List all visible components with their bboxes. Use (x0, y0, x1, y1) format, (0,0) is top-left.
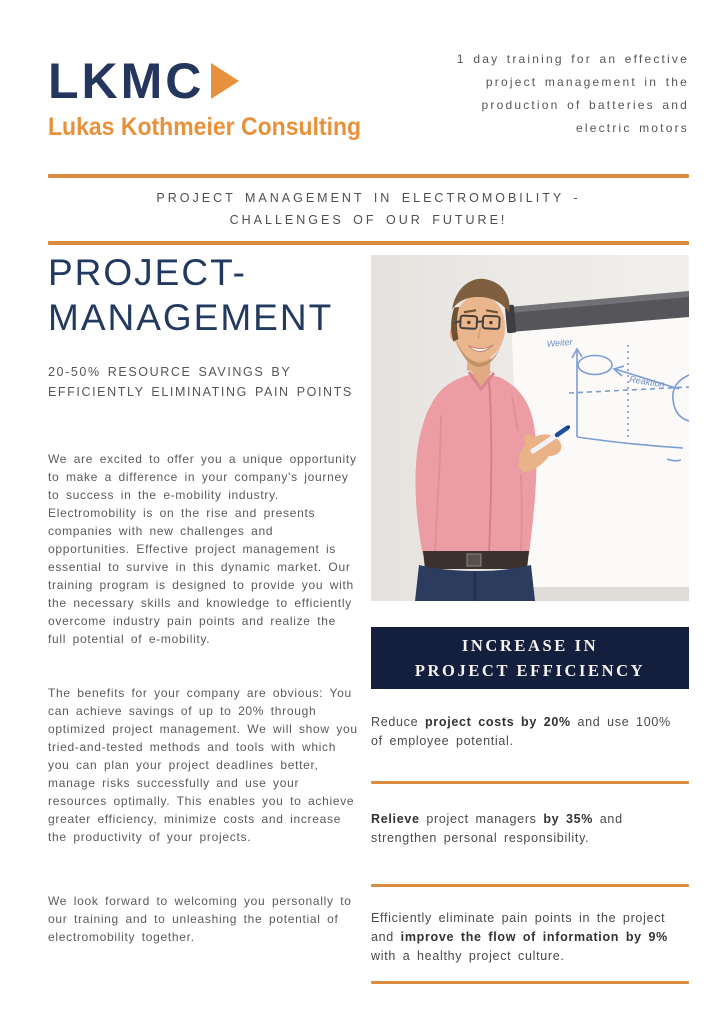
banner-title-line: PROJECT MANAGEMENT IN ELECTROMOBILITY - (156, 191, 581, 205)
page-title (48, 250, 360, 340)
efficiency-banner: INCREASE IN PROJECT EFFICIENCY (371, 627, 689, 689)
banner-rule-bottom (48, 241, 689, 245)
trainer-photo (371, 255, 689, 601)
intro-paragraphs (48, 450, 360, 648)
banner-title-line: CHALLENGES OF OUR FUTURE! (229, 213, 508, 227)
page-subtitle-line: 20-50% RESOURCE SAVINGS BY (48, 365, 292, 379)
logo-subtitle: Lukas Kothmeier Consulting (48, 113, 362, 141)
right-column (371, 255, 689, 984)
logo-wordmark: LKMC (48, 53, 205, 109)
page-title-line: PROJECT- (48, 252, 247, 293)
paragraph: We are excited to offer you a unique opportunity to make a difference in your company's journey to success in the e-mobility industry. (48, 452, 357, 502)
page-subtitle (48, 362, 360, 402)
tagline-line: electric motors (575, 121, 689, 135)
banner-title (48, 178, 689, 241)
benefit-item-costs: Reduce project costs by 20% and use 100% of employee potential. (371, 715, 671, 748)
board-word-reaktion: Reaktion (628, 374, 666, 390)
closing-paragraph (48, 892, 360, 946)
board-word-weiter: Weiter (546, 336, 573, 349)
header-tagline (399, 48, 689, 140)
benefit-divider (371, 981, 689, 984)
logo-block (48, 53, 388, 142)
benefits-paragraph (48, 684, 360, 846)
benefit-divider (371, 884, 689, 887)
benefit-divider (371, 781, 689, 784)
benefit-item-relief: Relieve project managers by 35% and strengthen personal responsibility. (371, 812, 623, 845)
benefit-item-information-flow: Efficiently eliminate pain points in the project and improve the flow of information by 9% with a healthy project culture. (371, 911, 668, 963)
banner (48, 174, 689, 245)
paragraph: We look forward to welcoming you personally to our training and to unleashing the potential of electromobility together. (48, 894, 352, 944)
page-title-line: MANAGEMENT (48, 297, 334, 338)
tagline-line: project management in the (485, 75, 689, 89)
left-column (48, 250, 360, 946)
paragraph: Electromobility is on the rise and presents companies with new challenges and opportunities. Effective project management is essential to survive in this dynamic market. Our training program is designed to provide you with the necessary skills and knowledge to efficiently overcome industry pain points and realize the full potential of e-mobility. (48, 506, 354, 646)
tagline-line: 1 day training for an effective (456, 52, 689, 66)
logo-triangle-icon (211, 63, 239, 99)
page-subtitle-line: EFFICIENTLY ELIMINATING PAIN POINTS (48, 385, 353, 399)
paragraph: The benefits for your company are obvious: You can achieve savings of up to 20% through optimized project management. We will show you tried-and-tested methods and tools with which you can plan your project deadlines better, manage risks successfully and use your resources optimally. This enables you to achieve greater efficiency, minimize costs and increase the productivity of your projects. (48, 686, 358, 844)
tagline-line: production of batteries and (481, 98, 689, 112)
